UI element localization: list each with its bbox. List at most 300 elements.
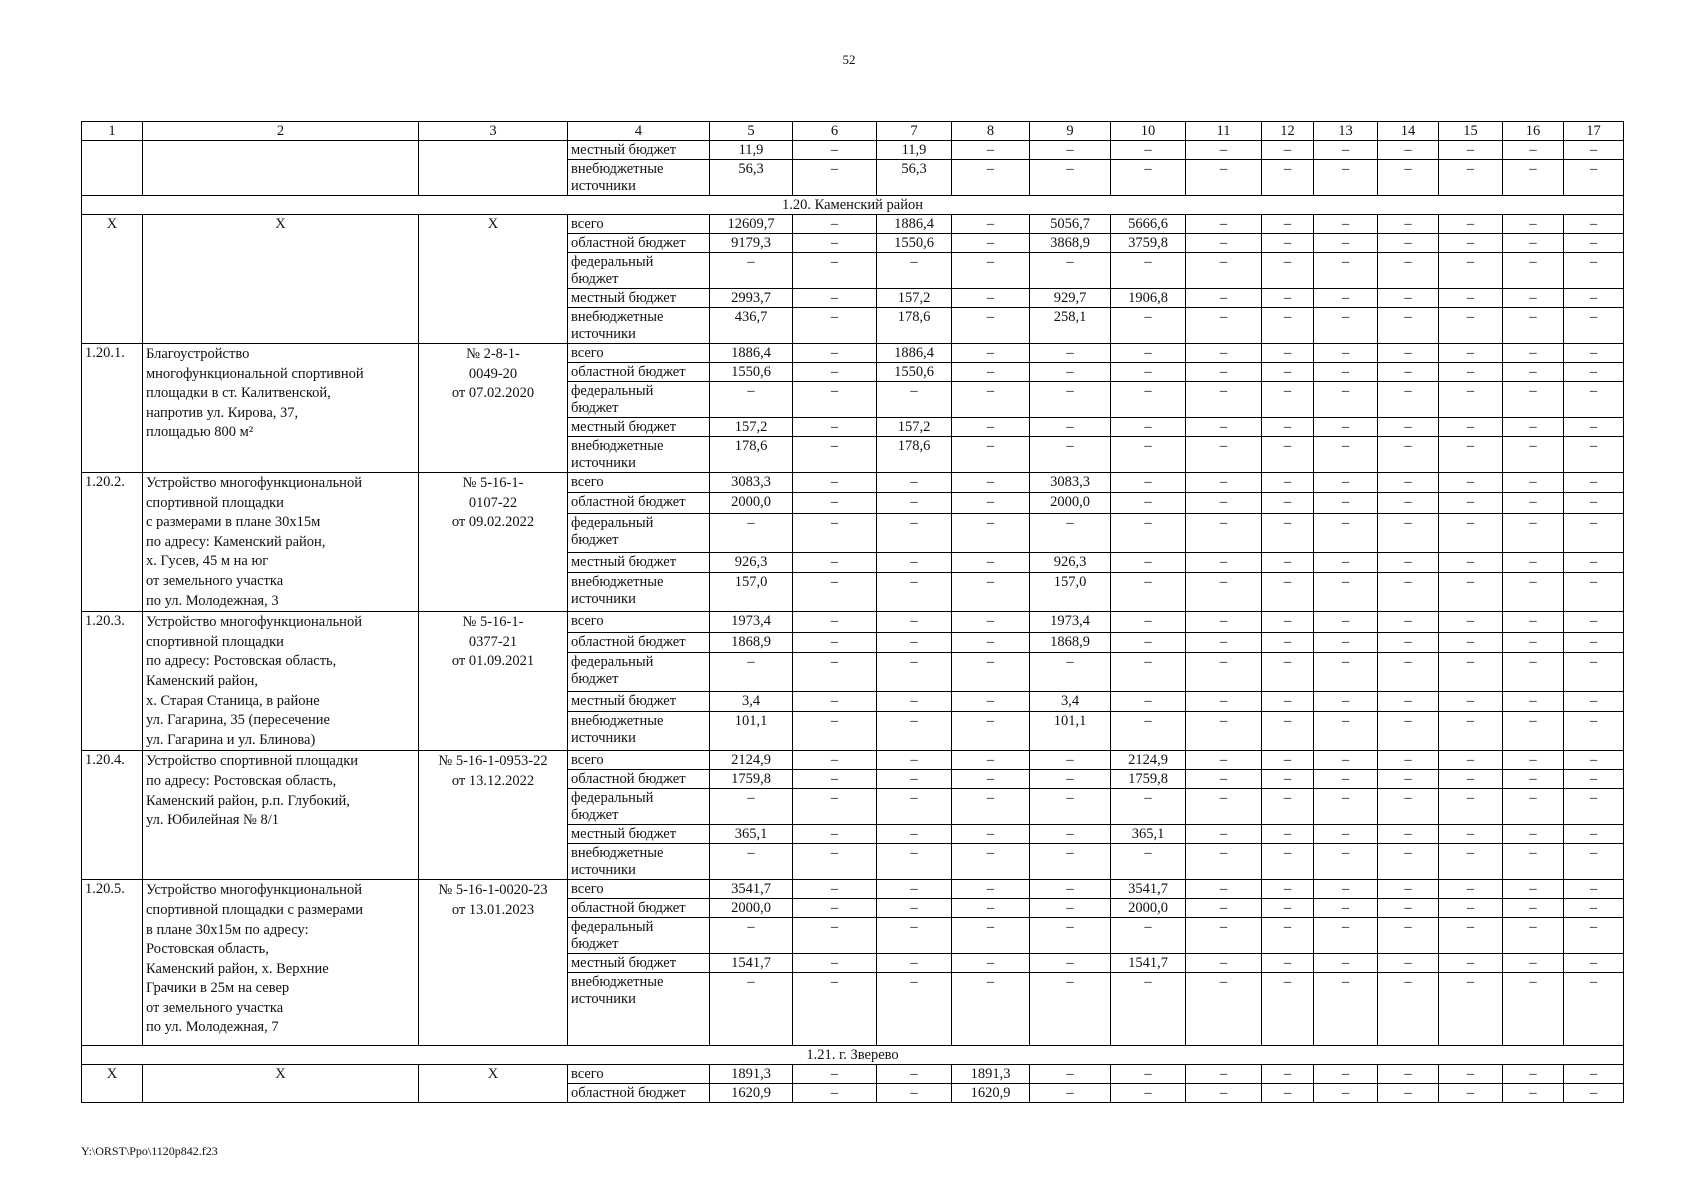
value-cell-col-16: – <box>1503 612 1564 632</box>
value-cell-col-6: – <box>793 573 877 612</box>
value-cell-col-14: – <box>1378 363 1439 382</box>
value-cell-col-9: 929,7 <box>1030 289 1111 308</box>
value-cell-col-8: – <box>952 418 1030 437</box>
value-cell-col-15: – <box>1439 918 1503 954</box>
value-cell-col-5: – <box>710 973 793 1046</box>
value-cell-col-8: – <box>952 789 1030 825</box>
table-row <box>82 141 1624 160</box>
value-cell-col-5: 436,7 <box>710 308 793 344</box>
column-header-5: 5 <box>710 122 793 141</box>
value-cell-col-8: – <box>952 289 1030 308</box>
value-cell-col-11: – <box>1186 573 1262 612</box>
value-cell-col-11: – <box>1186 363 1262 382</box>
item-description: Устройство спортивной площадки по адресу: Ростовская область, Каменский район, р.п. Глубокий, ул. Юбилейная № 8/1 <box>143 751 419 880</box>
value-cell-col-14: – <box>1378 789 1439 825</box>
value-cell-col-9: – <box>1030 899 1111 918</box>
section-title-row <box>82 1046 1624 1065</box>
value-cell-col-7: – <box>877 691 952 711</box>
value-cell-col-5: 1550,6 <box>710 363 793 382</box>
value-cell-col-17: – <box>1564 918 1624 954</box>
value-cell-col-8: – <box>952 918 1030 954</box>
value-cell-col-10: 2000,0 <box>1111 899 1186 918</box>
value-cell-col-16: – <box>1503 825 1564 844</box>
item-description: Устройство многофункциональной спортивной площадки с размерами в плане 30х15м по адресу: Ростовская область, Каменский район, х. Верхние Грачики в 25м на север от земельного участка по ул. Молодежная, 7 <box>143 880 419 1046</box>
value-cell-col-14: – <box>1378 844 1439 880</box>
value-cell-col-5: 1886,4 <box>710 344 793 363</box>
column-header-6: 6 <box>793 122 877 141</box>
value-cell-col-17: – <box>1564 513 1624 552</box>
value-cell-col-8: – <box>952 691 1030 711</box>
value-cell-col-16: – <box>1503 712 1564 751</box>
value-cell-col-11: – <box>1186 918 1262 954</box>
value-cell-col-15: – <box>1439 712 1503 751</box>
value-cell-col-7: – <box>877 789 952 825</box>
value-cell-col-14: – <box>1378 289 1439 308</box>
item-number: 1.20.1. <box>82 344 143 473</box>
value-cell-col-10: – <box>1111 1065 1186 1084</box>
value-cell-col-9: 101,1 <box>1030 712 1111 751</box>
value-cell-col-14: – <box>1378 1084 1439 1103</box>
value-cell-col-17: – <box>1564 691 1624 711</box>
value-cell-col-15: – <box>1439 382 1503 418</box>
value-cell-col-8: – <box>952 712 1030 751</box>
value-cell-col-12: – <box>1262 141 1314 160</box>
value-cell-col-16: – <box>1503 899 1564 918</box>
value-cell-col-6: – <box>793 289 877 308</box>
value-cell-col-17: – <box>1564 1084 1624 1103</box>
value-cell-col-16: – <box>1503 473 1564 493</box>
value-cell-col-17: – <box>1564 1065 1624 1084</box>
funding-source-label: федеральный бюджет <box>568 789 710 825</box>
value-cell-col-17: – <box>1564 632 1624 652</box>
value-cell-col-11: – <box>1186 382 1262 418</box>
value-cell-col-10: – <box>1111 573 1186 612</box>
value-cell-col-5: 157,2 <box>710 418 793 437</box>
value-cell-col-11: – <box>1186 632 1262 652</box>
value-cell-col-17: – <box>1564 141 1624 160</box>
value-cell-col-11: – <box>1186 691 1262 711</box>
item-description: Устройство многофункциональной спортивной площадки по адресу: Ростовская область, Каменский район, х. Старая Станица, в районе ул. Гагарина, 35 (пересечение ул. Гагарина и ул. Блинова) <box>143 612 419 751</box>
value-cell-col-15: – <box>1439 493 1503 513</box>
value-cell-col-14: – <box>1378 141 1439 160</box>
value-cell-col-16: – <box>1503 363 1564 382</box>
value-cell-col-11: – <box>1186 141 1262 160</box>
value-cell-col-7: – <box>877 712 952 751</box>
value-cell-col-11: – <box>1186 899 1262 918</box>
value-cell-col-17: – <box>1564 552 1624 572</box>
value-cell-col-8: – <box>952 513 1030 552</box>
value-cell-col-13: – <box>1314 973 1378 1046</box>
value-cell-col-17: – <box>1564 234 1624 253</box>
item-description: Устройство многофункциональной спортивной площадки с размерами в плане 30х15м по адресу: Каменский район, х. Гусев, 45 м на юг от земельного участка по ул. Молодежная, 3 <box>143 473 419 612</box>
value-cell-col-12: – <box>1262 473 1314 493</box>
value-cell-col-8: – <box>952 653 1030 692</box>
funding-source-label: местный бюджет <box>568 691 710 711</box>
value-cell-col-17: – <box>1564 573 1624 612</box>
value-cell-col-7: 157,2 <box>877 289 952 308</box>
value-cell-col-5: 1620,9 <box>710 1084 793 1103</box>
footer-file-path: Y:\ORST\Ppo\1120p842.f23 <box>81 1144 218 1158</box>
value-cell-col-7: – <box>877 612 952 632</box>
value-cell-col-11: – <box>1186 215 1262 234</box>
value-cell-col-5: 2993,7 <box>710 289 793 308</box>
value-cell-col-13: – <box>1314 632 1378 652</box>
funding-source-label: федеральный бюджет <box>568 918 710 954</box>
value-cell-col-11: – <box>1186 289 1262 308</box>
value-cell-col-12: – <box>1262 344 1314 363</box>
value-cell-col-11: – <box>1186 612 1262 632</box>
value-cell-col-12: – <box>1262 712 1314 751</box>
section-title: 1.20. Каменский район <box>82 196 1624 215</box>
value-cell-col-15: – <box>1439 880 1503 899</box>
value-cell-col-8: – <box>952 363 1030 382</box>
value-cell-col-12: – <box>1262 289 1314 308</box>
value-cell-col-7: – <box>877 918 952 954</box>
column-header-16: 16 <box>1503 122 1564 141</box>
value-cell-col-5: 157,0 <box>710 573 793 612</box>
value-cell-col-11: – <box>1186 160 1262 196</box>
value-cell-col-15: – <box>1439 653 1503 692</box>
value-cell-col-11: – <box>1186 973 1262 1046</box>
value-cell-col-5: 3,4 <box>710 691 793 711</box>
value-cell-col-5: 101,1 <box>710 712 793 751</box>
value-cell-col-17: – <box>1564 493 1624 513</box>
value-cell-col-14: – <box>1378 253 1439 289</box>
value-cell-col-7: 11,9 <box>877 141 952 160</box>
value-cell-col-12: – <box>1262 691 1314 711</box>
value-cell-col-16: – <box>1503 844 1564 880</box>
value-cell-col-11: – <box>1186 844 1262 880</box>
value-cell-col-9: 5056,7 <box>1030 215 1111 234</box>
value-cell-col-16: – <box>1503 632 1564 652</box>
value-cell-col-14: – <box>1378 691 1439 711</box>
value-cell-col-14: – <box>1378 1065 1439 1084</box>
value-cell-col-15: – <box>1439 344 1503 363</box>
item-description: Х <box>143 215 419 344</box>
value-cell-col-10: – <box>1111 712 1186 751</box>
column-header-2: 2 <box>143 122 419 141</box>
value-cell-col-17: – <box>1564 289 1624 308</box>
value-cell-col-5: 1973,4 <box>710 612 793 632</box>
value-cell-col-10: 2124,9 <box>1111 751 1186 770</box>
value-cell-col-8: – <box>952 825 1030 844</box>
value-cell-col-7: – <box>877 770 952 789</box>
value-cell-col-14: – <box>1378 382 1439 418</box>
value-cell-col-6: – <box>793 973 877 1046</box>
value-cell-col-9: – <box>1030 1065 1111 1084</box>
value-cell-col-7: 1550,6 <box>877 363 952 382</box>
value-cell-col-6: – <box>793 632 877 652</box>
value-cell-col-13: – <box>1314 918 1378 954</box>
column-header-9: 9 <box>1030 122 1111 141</box>
value-cell-col-16: – <box>1503 918 1564 954</box>
value-cell-col-14: – <box>1378 954 1439 973</box>
value-cell-col-14: – <box>1378 437 1439 473</box>
value-cell-col-13: – <box>1314 363 1378 382</box>
value-cell-col-10: 1906,8 <box>1111 289 1186 308</box>
value-cell-col-17: – <box>1564 612 1624 632</box>
value-cell-col-11: – <box>1186 825 1262 844</box>
value-cell-col-15: – <box>1439 363 1503 382</box>
value-cell-col-12: – <box>1262 253 1314 289</box>
item-number: 1.20.5. <box>82 880 143 1046</box>
value-cell-col-12: – <box>1262 234 1314 253</box>
value-cell-col-8: – <box>952 612 1030 632</box>
value-cell-col-11: – <box>1186 954 1262 973</box>
value-cell-col-10: – <box>1111 691 1186 711</box>
value-cell-col-10: – <box>1111 513 1186 552</box>
value-cell-col-12: – <box>1262 382 1314 418</box>
value-cell-col-7: – <box>877 253 952 289</box>
value-cell-col-9: – <box>1030 1084 1111 1103</box>
value-cell-col-14: – <box>1378 712 1439 751</box>
value-cell-col-7: – <box>877 493 952 513</box>
value-cell-col-10: – <box>1111 141 1186 160</box>
value-cell-col-14: – <box>1378 308 1439 344</box>
value-cell-col-16: – <box>1503 493 1564 513</box>
value-cell-col-8: – <box>952 880 1030 899</box>
value-cell-col-6: – <box>793 712 877 751</box>
value-cell-col-13: – <box>1314 770 1378 789</box>
value-cell-col-10: – <box>1111 844 1186 880</box>
value-cell-col-8: – <box>952 899 1030 918</box>
value-cell-col-5: – <box>710 844 793 880</box>
value-cell-col-5: – <box>710 653 793 692</box>
value-cell-col-15: – <box>1439 552 1503 572</box>
value-cell-col-15: – <box>1439 141 1503 160</box>
value-cell-col-15: – <box>1439 844 1503 880</box>
funding-source-label: областной бюджет <box>568 493 710 513</box>
value-cell-col-10: – <box>1111 344 1186 363</box>
value-cell-col-10: – <box>1111 918 1186 954</box>
value-cell-col-12: – <box>1262 770 1314 789</box>
value-cell-col-9: 1868,9 <box>1030 632 1111 652</box>
value-cell-col-15: – <box>1439 632 1503 652</box>
value-cell-col-15: – <box>1439 751 1503 770</box>
funding-source-label: всего <box>568 1065 710 1084</box>
value-cell-col-10: 1759,8 <box>1111 770 1186 789</box>
value-cell-col-7: 1886,4 <box>877 344 952 363</box>
value-cell-col-13: – <box>1314 437 1378 473</box>
item-registration-number: Х <box>419 1065 568 1103</box>
page-number: 52 <box>842 52 856 67</box>
value-cell-col-5: 3541,7 <box>710 880 793 899</box>
value-cell-col-15: – <box>1439 954 1503 973</box>
value-cell-col-9: 157,0 <box>1030 573 1111 612</box>
value-cell-col-15: – <box>1439 253 1503 289</box>
value-cell-col-12: – <box>1262 918 1314 954</box>
value-cell-col-15: – <box>1439 825 1503 844</box>
value-cell-col-14: – <box>1378 552 1439 572</box>
value-cell-col-17: – <box>1564 825 1624 844</box>
value-cell-col-16: – <box>1503 751 1564 770</box>
value-cell-col-10: – <box>1111 612 1186 632</box>
value-cell-col-13: – <box>1314 712 1378 751</box>
value-cell-col-7: 178,6 <box>877 437 952 473</box>
funding-source-label: внебюджетные источники <box>568 573 710 612</box>
value-cell-col-13: – <box>1314 234 1378 253</box>
value-cell-col-5: 1759,8 <box>710 770 793 789</box>
value-cell-col-11: – <box>1186 653 1262 692</box>
value-cell-col-9: – <box>1030 751 1111 770</box>
table-row <box>82 215 1624 234</box>
value-cell-col-16: – <box>1503 253 1564 289</box>
value-cell-col-6: – <box>793 789 877 825</box>
section-title: 1.21. г. Зверево <box>82 1046 1624 1065</box>
item-number: 1.20.3. <box>82 612 143 751</box>
value-cell-col-7: – <box>877 1084 952 1103</box>
value-cell-col-5: 11,9 <box>710 141 793 160</box>
value-cell-col-9: – <box>1030 382 1111 418</box>
value-cell-col-16: – <box>1503 344 1564 363</box>
value-cell-col-6: – <box>793 215 877 234</box>
value-cell-col-9: – <box>1030 880 1111 899</box>
item-description: Х <box>143 1065 419 1103</box>
value-cell-col-15: – <box>1439 899 1503 918</box>
value-cell-col-16: – <box>1503 289 1564 308</box>
value-cell-col-13: – <box>1314 308 1378 344</box>
value-cell-col-15: – <box>1439 1084 1503 1103</box>
value-cell-col-14: – <box>1378 770 1439 789</box>
value-cell-col-10: – <box>1111 363 1186 382</box>
value-cell-col-9: 3083,3 <box>1030 473 1111 493</box>
value-cell-col-11: – <box>1186 437 1262 473</box>
value-cell-col-9: – <box>1030 418 1111 437</box>
value-cell-col-13: – <box>1314 880 1378 899</box>
funding-source-label: местный бюджет <box>568 552 710 572</box>
value-cell-col-12: – <box>1262 653 1314 692</box>
value-cell-col-8: – <box>952 493 1030 513</box>
header-row <box>82 122 1624 141</box>
column-header-1: 1 <box>82 122 143 141</box>
value-cell-col-10: – <box>1111 437 1186 473</box>
value-cell-col-13: – <box>1314 954 1378 973</box>
column-header-17: 17 <box>1564 122 1624 141</box>
value-cell-col-9: 2000,0 <box>1030 493 1111 513</box>
funding-source-label: всего <box>568 344 710 363</box>
value-cell-col-15: – <box>1439 691 1503 711</box>
value-cell-col-16: – <box>1503 234 1564 253</box>
value-cell-col-9: – <box>1030 653 1111 692</box>
value-cell-col-15: – <box>1439 973 1503 1046</box>
value-cell-col-17: – <box>1564 382 1624 418</box>
value-cell-col-9: – <box>1030 918 1111 954</box>
value-cell-col-8: – <box>952 473 1030 493</box>
value-cell-col-6: – <box>793 513 877 552</box>
value-cell-col-10: – <box>1111 552 1186 572</box>
value-cell-col-6: – <box>793 770 877 789</box>
table-row <box>82 751 1624 770</box>
value-cell-col-16: – <box>1503 789 1564 825</box>
value-cell-col-7: – <box>877 573 952 612</box>
value-cell-col-9: 1973,4 <box>1030 612 1111 632</box>
value-cell-col-8: – <box>952 552 1030 572</box>
value-cell-col-10: 365,1 <box>1111 825 1186 844</box>
value-cell-col-5: 178,6 <box>710 437 793 473</box>
value-cell-col-9: – <box>1030 363 1111 382</box>
value-cell-col-16: – <box>1503 215 1564 234</box>
value-cell-col-11: – <box>1186 418 1262 437</box>
value-cell-col-12: – <box>1262 215 1314 234</box>
value-cell-col-5: 12609,7 <box>710 215 793 234</box>
value-cell-col-10: – <box>1111 632 1186 652</box>
value-cell-col-6: – <box>793 437 877 473</box>
funding-source-label: местный бюджет <box>568 954 710 973</box>
value-cell-col-17: – <box>1564 954 1624 973</box>
value-cell-col-17: – <box>1564 160 1624 196</box>
value-cell-col-7: – <box>877 513 952 552</box>
value-cell-col-15: – <box>1439 437 1503 473</box>
funding-source-label: областной бюджет <box>568 1084 710 1103</box>
value-cell-col-7: 1886,4 <box>877 215 952 234</box>
value-cell-col-7: – <box>877 552 952 572</box>
value-cell-col-12: – <box>1262 552 1314 572</box>
funding-source-label: всего <box>568 880 710 899</box>
value-cell-col-11: – <box>1186 712 1262 751</box>
value-cell-col-12: – <box>1262 573 1314 612</box>
value-cell-col-11: – <box>1186 513 1262 552</box>
value-cell-col-7: – <box>877 899 952 918</box>
value-cell-col-10: – <box>1111 1084 1186 1103</box>
value-cell-col-12: – <box>1262 493 1314 513</box>
value-cell-col-10: – <box>1111 973 1186 1046</box>
value-cell-col-5: 1868,9 <box>710 632 793 652</box>
value-cell-col-7: – <box>877 973 952 1046</box>
continuation-reg-cell <box>419 141 568 196</box>
item-registration-number: № 2-8-1- 0049-20 от 07.02.2020 <box>419 344 568 473</box>
value-cell-col-12: – <box>1262 437 1314 473</box>
value-cell-col-16: – <box>1503 770 1564 789</box>
value-cell-col-8: – <box>952 632 1030 652</box>
value-cell-col-10: – <box>1111 653 1186 692</box>
value-cell-col-8: – <box>952 141 1030 160</box>
value-cell-col-9: – <box>1030 770 1111 789</box>
value-cell-col-5: 56,3 <box>710 160 793 196</box>
column-header-10: 10 <box>1111 122 1186 141</box>
value-cell-col-7: – <box>877 1065 952 1084</box>
value-cell-col-5: – <box>710 789 793 825</box>
value-cell-col-17: – <box>1564 880 1624 899</box>
value-cell-col-11: – <box>1186 552 1262 572</box>
value-cell-col-8: – <box>952 382 1030 418</box>
funding-source-label: областной бюджет <box>568 632 710 652</box>
value-cell-col-12: – <box>1262 899 1314 918</box>
funding-source-label: всего <box>568 215 710 234</box>
value-cell-col-12: – <box>1262 1065 1314 1084</box>
value-cell-col-6: – <box>793 418 877 437</box>
value-cell-col-14: – <box>1378 344 1439 363</box>
item-description: Благоустройство многофункциональной спортивной площадки в ст. Калитвенской, напротив ул. Кирова, 37, площадью 800 м² <box>143 344 419 473</box>
value-cell-col-5: 1891,3 <box>710 1065 793 1084</box>
funding-source-label: областной бюджет <box>568 363 710 382</box>
value-cell-col-7: 1550,6 <box>877 234 952 253</box>
value-cell-col-6: – <box>793 552 877 572</box>
item-number: 1.20.4. <box>82 751 143 880</box>
column-header-12: 12 <box>1262 122 1314 141</box>
value-cell-col-12: – <box>1262 632 1314 652</box>
value-cell-col-14: – <box>1378 215 1439 234</box>
value-cell-col-16: – <box>1503 418 1564 437</box>
value-cell-col-12: – <box>1262 973 1314 1046</box>
item-number: Х <box>82 215 143 344</box>
value-cell-col-9: – <box>1030 825 1111 844</box>
value-cell-col-6: – <box>793 1084 877 1103</box>
value-cell-col-8: – <box>952 437 1030 473</box>
value-cell-col-12: – <box>1262 751 1314 770</box>
value-cell-col-17: – <box>1564 751 1624 770</box>
value-cell-col-5: 1541,7 <box>710 954 793 973</box>
column-header-3: 3 <box>419 122 568 141</box>
